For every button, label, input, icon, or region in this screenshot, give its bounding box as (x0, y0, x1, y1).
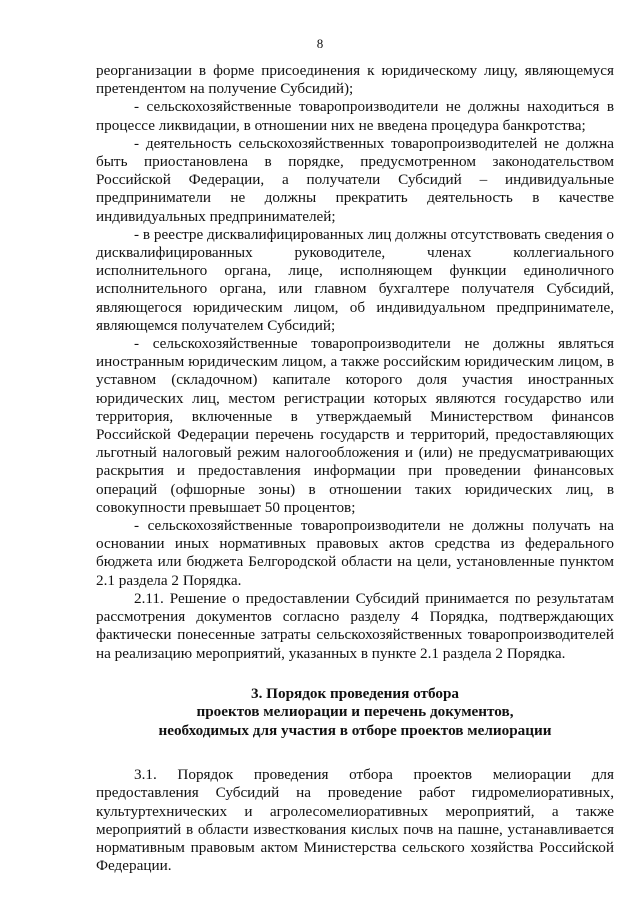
paragraph: - сельскохозяйственные товаропроизводители не должны получать на основании иных нормативных правовых актов средства из федерального бюджета или бюджета Белгородской области на цели, установленные пунктом 2.1 раздела 2 Порядка. (96, 517, 614, 589)
paragraph: - деятельность сельскохозяйственных товаропроизводителей не должна быть приостановлена в порядке, предусмотренном законодательством Российской Федерации, а получатели Субсидий – индивидуальные предприниматели не должны прекратить деятельность в качестве индивидуальных предпринимателей; (96, 134, 614, 225)
paragraph: - сельскохозяйственные товаропроизводители не должны находиться в процессе ликвидации, в отношении них не введена процедура банкротства; (96, 98, 614, 134)
paragraph: 2.11. Решение о предоставлении Субсидий принимается по результатам рассмотрения документов согласно разделу 4 Порядка, подтверждающих фактически понесенные затраты сельскохозяйственных товаропроизводителей на реализацию мероприятий, указанных в пункте 2.1 раздела 2 Порядка. (96, 589, 614, 662)
paragraph: реорганизации в форме присоединения к юридическому лицу, являющемуся претендентом на получение Субсидий); (96, 62, 614, 98)
section-heading-line: проектов мелиорации и перечень документов, (196, 703, 514, 721)
paragraph: 3.1. Порядок проведения отбора проектов мелиорации для предоставления Субсидий на проведение работ гидромелиоративных, культуртехнических и агролесомелиоративных мероприятий, а также мероприятий в области известкования кислых почв на пашне, устанавливается нормативным правовым актом Министерства сельского хозяйства Российской Федерации. (96, 766, 614, 875)
page-number: 8 (316, 36, 324, 51)
section-heading-line: 3. Порядок проведения отбора (250, 684, 460, 702)
paragraph: - сельскохозяйственные товаропроизводители не должны являться иностранным юридическим лицом, а также российским юридическим лицом, в уставном (складочном) капитале которого доля участия иностранных юридических лиц, местом регистрации которых являются государство или территория, включенные в утверждаемый Министерством финансов Российской Федерации перечень государств и территорий, предоставляющих льготный налоговый режим налогообложения и (или) не предусматривающих раскрытия и предоставления информации при проведении финансовых операций (офшорные зоны) в отношении таких юридических лиц, в совокупности превышает 50 процентов; (96, 335, 614, 516)
paragraph: - в реестре дисквалифицированных лиц должны отсутствовать сведения о дисквалифицированных руководителе, членах коллегиального исполнительного органа, лице, исполняющем функции единоличного исполнительного органа, или главном бухгалтере получателя Субсидий, являющегося юридическим лицом, об индивидуальном предпринимателе, являющемся получателем Субсидий; (96, 225, 614, 334)
section-heading-line: необходимых для участия в отборе проектов мелиорации (158, 721, 552, 739)
document-body (96, 62, 614, 875)
section-heading (96, 685, 614, 741)
